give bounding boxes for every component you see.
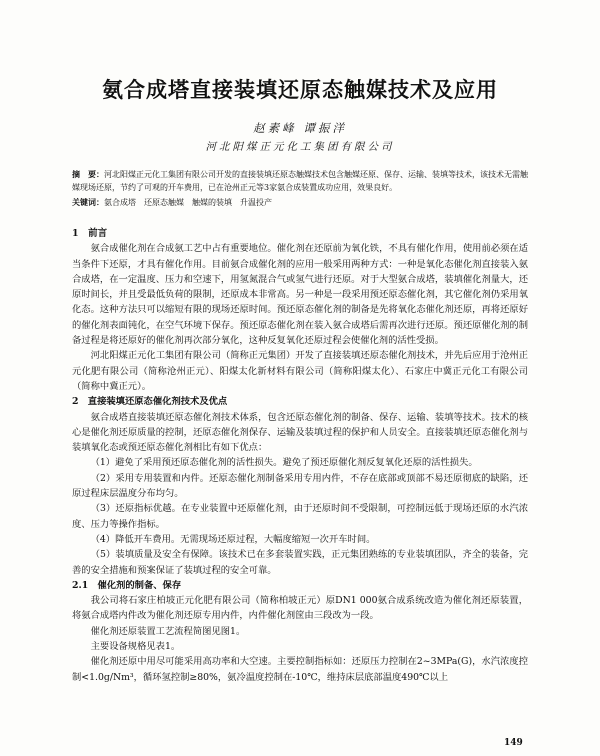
list-item: （3）还原指标优越。在专业装置中还原催化剂，由于还原时间不受限制，可控制远低于现场还原的水汽浓度、压力等操作指标。 [72, 503, 528, 530]
body-text [72, 226, 528, 685]
paragraph: 主要设备规格见表1。 [90, 641, 181, 653]
page-number: 149 [504, 738, 523, 748]
paragraph: 河北阳煤正元化工集团有限公司（简称正元集团）开发了直接装填还原态催化剂技术，并先后应用于沧州正元化肥有限公司（简称沧州正元）、阳煤太化新材料有限公司（简称阳煤太化）、石家庄中冀正元化工有限公司（简称中冀正元）。 [72, 350, 528, 392]
abstract [72, 168, 528, 194]
keywords-label: 关键词： [72, 197, 104, 207]
abstract-text: 河北阳煤正元化工集团有限公司开发的直接装填还原态触媒技术包含触媒还原、保存、运输、装填等技术，该技术无需触媒现场还原，节约了可观的开车费用，已在沧州正元等3家氨合成装置成功应用，效果良好。 [72, 170, 528, 192]
paragraph: 氨合成塔直接装填还原态催化剂技术体系，包含还原态催化剂的制备、保存、运输、装填等技术。技术的核心是催化剂还原质量的控制，还原态催化剂保存、运输及装填过程的保护和人员安全。直接装填还原态催化剂与装填氧化态或预还原态催化剂相比有如下优点： [72, 411, 528, 454]
section-heading: 2 直接装填还原态催化剂技术及优点 [72, 396, 228, 408]
list-item: （2）采用专用装置和内件。还原态催化剂制备采用专用内件，不存在底部或顶部不易还原彻底的缺陷，还原过程床层温度分布均匀。 [72, 472, 528, 500]
paragraph: 催化剂还原装置工艺流程简图见图1。 [90, 625, 246, 637]
paper-title: 氨合成塔直接装填还原态触媒技术及应用 [102, 77, 498, 102]
paragraph: 氨合成催化剂在合成氨工艺中占有重要地位。催化剂在还原前为氧化铁，不具有催化作用，使用前必须在适当条件下还原，才具有催化作用。目前氨合成催化剂的应用一般采用两种方式：一种是氧化态催化剂直接装入氨合成塔，在一定温度、压力和空速下，用氢氮混合气或氢气进行还原。对于大型氨合成塔，装填催化剂量大，还原时间长，并且受最低负荷的限制，还原成本非常高。另一种是一段采用预还原态催化剂，其它催化剂仍采用氧化态。这种方法只可以缩短有限的现场还原时间。预还原态催化剂的制备是先将氧化态催化剂还原，再将还原好的催化剂表面钝化，在空气环境下保存。预还原态催化剂在装入氨合成塔后需再次进行还原。预还原催化剂的制备过程是将还原好的催化剂再次部分氧化，这种反复氧化还原过程会使催化剂的活性受损。 [72, 243, 528, 347]
keywords-text: 氨合成塔 还原态触媒 触媒的装填 升温投产 [104, 198, 272, 207]
authors: 赵素峰 谭振洋 [253, 121, 347, 135]
paragraph: 我公司将石家庄柏坡正元化肥有限公司（简称柏坡正元）原DN1 000氨合成系统改造为催化剂还原装置，将氨合成塔内件改为催化剂还原专用内件，内件催化剂筐由三段改为一段。 [72, 595, 528, 622]
list-item: （5）装填质量及安全有保障。该技术已在多套装置实践，正元集团熟练的专业装填团队，齐全的装备，完善的安全措施和预案保证了装填过程的安全可靠。 [72, 549, 528, 576]
affiliation: 河北阳煤正元化工集团有限公司 [205, 141, 395, 153]
subsection-heading: 2.1 催化剂的制备、保存 [72, 579, 182, 591]
section-heading: 1 前言 [72, 228, 108, 239]
paragraph: 催化剂还原中用尽可能采用高功率和大空速。主要控制指标如：还原压力控制在2~3MPa(G)，水汽浓度控制<1.0g/Nm³，循环氢控制≥80%，氨冷温度控制在-10℃，维持床层底部温度490℃以上 [72, 656, 528, 683]
keywords [72, 196, 528, 209]
list-item: （1）避免了采用预还原态催化剂的活性损失。避免了预还原催化剂反复氧化还原的活性损失。 [90, 457, 478, 469]
abstract-label: 摘 要： [72, 169, 104, 179]
list-item: （4）降低开车费用。无需现场还原过程，大幅度缩短一次开车时间。 [90, 533, 376, 545]
